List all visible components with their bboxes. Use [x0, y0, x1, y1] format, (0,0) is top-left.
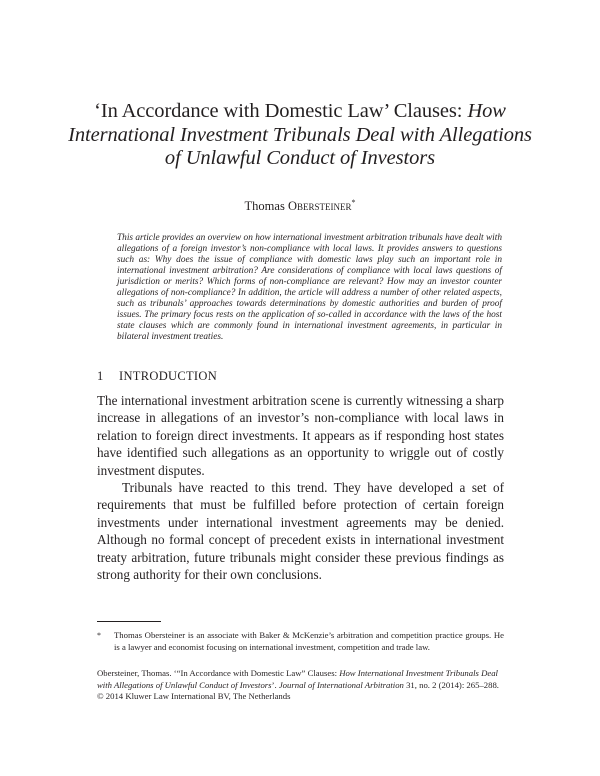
- citation-reference: [97, 668, 512, 691]
- footnote-mark: *: [97, 631, 101, 640]
- title-subtitle: How International Investment Tribunals Deal with Allegations of Unlawful Conduct of Investors: [68, 100, 532, 169]
- article-title: [60, 100, 540, 171]
- citation-separator: ’.: [271, 679, 279, 690]
- author-line: [0, 198, 600, 214]
- title-main: ‘In Accordance with Domestic Law’ Clauses:: [94, 100, 463, 122]
- citation-lead: Obersteiner, Thomas. ‘“In Accordance with Domestic Law” Clauses:: [97, 668, 338, 678]
- footnote-text: Thomas Obersteiner is an associate with Baker & McKenzie’s arbitration and competition practice groups. He is a lawyer and economist focusing on international investment, competition and trade law.: [114, 630, 504, 652]
- body-paragraph: Tribunals have reacted to this trend. They have developed a set of requirements that must be fulfilled before protection of certain foreign investments under international investment agreements may be denied. Although no formal concept of precedent exists in international investment treaty arbitration, future tribunals might consider these previous findings as strong authority for their own conclusions.: [97, 480, 504, 583]
- section-number: 1: [97, 369, 104, 383]
- author-last-name: Obersteiner: [287, 199, 352, 213]
- section-body: [97, 392, 504, 583]
- citation-block: [97, 668, 512, 703]
- footnote: [97, 630, 504, 653]
- section-title: INTRODUCTION: [119, 369, 218, 383]
- section-heading: [97, 369, 217, 384]
- author-first-name: Thomas: [244, 199, 285, 213]
- abstract: This article provides an overview on how international investment arbitration tribunals have dealt with allegations of a foreign investor’s non-compliance with local laws. It provides answers to questions such as: Why does the issue of compliance with domestic laws play such an important role in international investment arbitration? Are considerations of compliance with local laws questions of jurisdiction or merits? Which forms of non-compliance are relevant? How may an investor counter allegations of non-compliance? In addition, the article will address a number of other related aspects, such as tribunals’ approaches towards determinations by domestic authorities and burden of proof issues. The primary focus rests on the application of so-called in accordance with the laws of the host state clauses which are commonly found in international investment agreements, in particular in bilateral investment treaties.: [117, 233, 502, 343]
- citation-journal: Journal of International Arbitration: [278, 679, 404, 690]
- citation-article-title: How International Investment Tribunals Deal with Allegations of Unlawful Conduct of Investors: [97, 668, 498, 690]
- body-paragraph: The international investment arbitration scene is currently witnessing a sharp increase in allegations of an investor’s non-compliance with local laws in relation to foreign direct investments. It appears as if responding host states have identified such allegations as an opportunity to wriggle out of costly investment disputes.: [97, 393, 504, 478]
- footnote-divider: [97, 621, 161, 622]
- copyright-line: © 2014 Kluwer Law International BV, The Netherlands: [97, 691, 291, 701]
- citation-volume: 31, no. 2 (2014): 265–288.: [403, 679, 499, 690]
- author-footnote-mark: *: [351, 198, 356, 207]
